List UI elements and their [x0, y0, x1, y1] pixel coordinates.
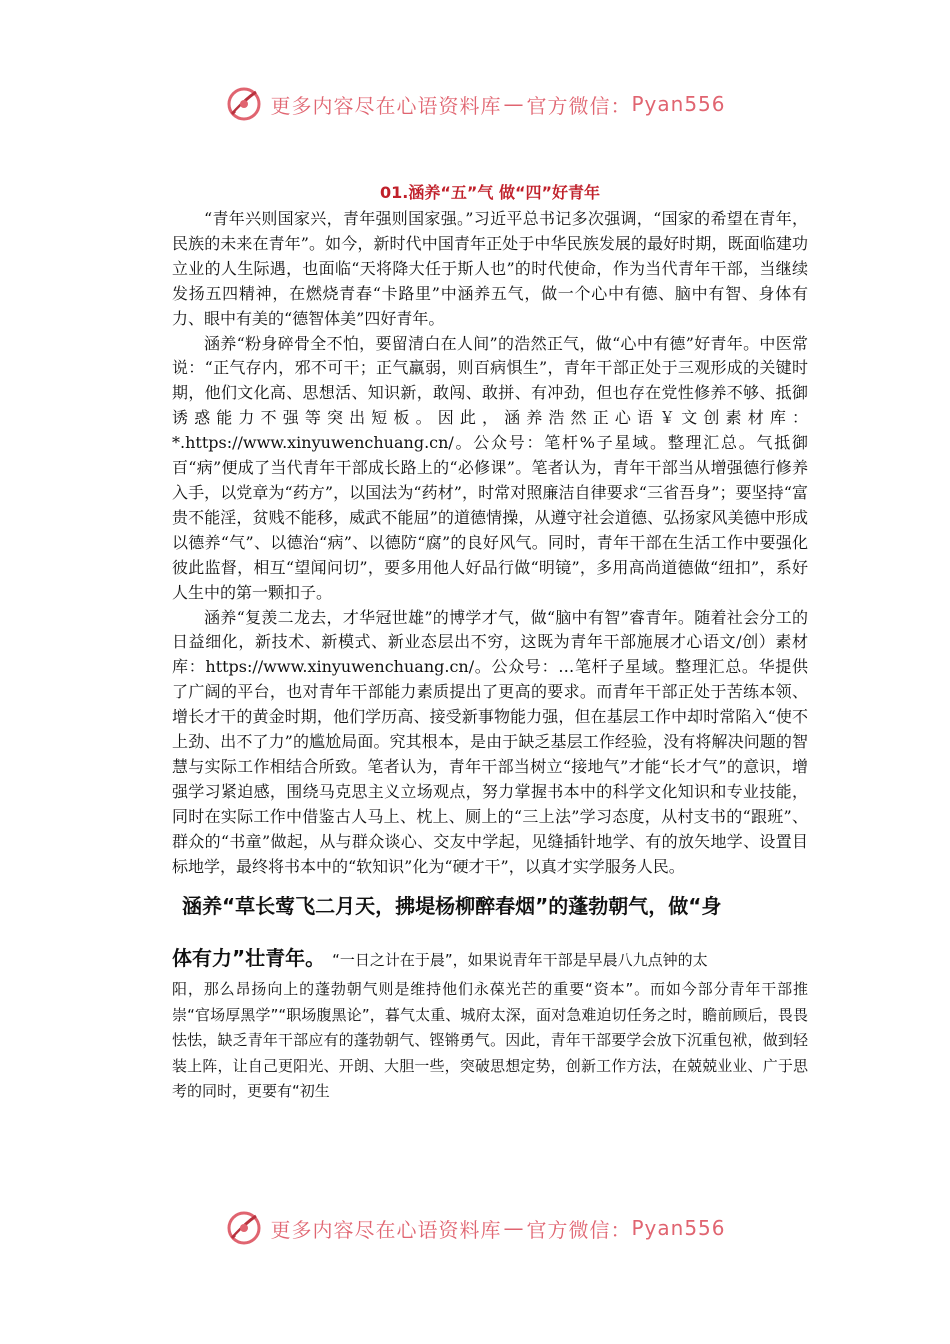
heading-line-1: 涵养“草长莺飞二月天，拂堤杨柳醉春烟”的蓬勃朝气，做“身: [182, 894, 722, 919]
banner-dash: —: [503, 92, 525, 116]
banner-official-label: 官方微信：: [526, 1217, 632, 1242]
pen-seal-icon: [224, 84, 264, 124]
pen-seal-icon: [224, 1208, 264, 1248]
banner-wechat-id: Pyan556: [631, 92, 726, 116]
footer-banner: [0, 1208, 950, 1248]
banner-official-label: 官方微信：: [526, 93, 632, 118]
heading-line-2-text: “一日之计在于晨”，如果说青年干部是早晨八九点钟的太: [332, 951, 708, 970]
banner-dash: —: [503, 1216, 525, 1240]
section-heading-vitality: [172, 891, 808, 975]
paragraph-virtue: 涵养“粉身碎骨全不怕，要留清白在人间”的浩然正气，做“心中有德”好青年。中医常说：“正气存内，邪不可干；正气羸弱，则百病惧生”，青年干部正处于三观形成的关键时期，他们文化高、思想活、知识新，敢闯、敢拼、有冲劲，但也存在党性修养不够、抵御诱惑能力不强等突出短板。因此，涵养浩然正心语￥文创素材库：*.https://www.xinyuwenchuang.cn/。公众号：笔杆%子星域。整理汇总。气抵御百“病”便成了当代青年干部成长路上的“必修课”。笔者认为，青年干部当从增强德行修养入手，以党章为“药方”，以国法为“药材”，时常对照廉洁自律要求“三省吾身”；要坚持“富贵不能淫，贫贱不能移，威武不能屈”的道德情操，从遵守社会道德、弘扬家风美德中形成以德养“气”、以德治“病”、以德防“腐”的良好风气。同时，青年干部在生活工作中要强化彼此监督，相互“望闻问切”，要多用他人好品行做“明镜”，多用高尚道德做“纽扣”，系好人生中的第一颗扣子。: [172, 333, 808, 602]
paragraph-wisdom: 涵养“复羡二龙去，才华冠世雄”的博学才气，做“脑中有智”睿青年。随着社会分工的日益细化，新技术、新模式、新业态层出不穷，这既为青年干部施展才心语文/创）素材库：https://www.xinyuwenchuang.cn/。公众号：…笔杆子星域。整理汇总。华提供了广阔的平台，也对青年干部能力素质提出了更高的要求。而青年干部正处于苦练本领、增长才干的黄金时期，他们学历高、接受新事物能力强，但在基层工作中却时常陷入“使不上劲、出不了力”的尴尬局面。究其根本，是由于缺乏基层工作经验，没有将解决问题的智慧与实际工作相结合所致。笔者认为，青年干部当树立“接地气”才能“长才气”的意识，增强学习紧迫感，围绕马克思主义立场观点，努力掌握书本中的科学文化知识和专业技能，同时在实际工作中借鉴古人马上、枕上、厕上的“三上法”学习态度，从村支书的“跟班”、群众的“书童”做起，从与群众谈心、交友中学起，见缝插针地学、有的放矢地学、设置目标地学，最终将书本中的“软知识”化为“硬才干”，以真才实学服务人民。: [172, 607, 808, 876]
banner-main-text: 更多内容尽在心语资料库: [270, 1217, 502, 1242]
heading-line-2-bold: 体有力”壮青年。: [172, 946, 326, 971]
banner-main-text: 更多内容尽在心语资料库: [270, 93, 502, 118]
header-banner: [0, 84, 950, 124]
article-body: [172, 180, 808, 1105]
banner-wechat-id: Pyan556: [631, 1216, 726, 1240]
article-title: 01.涵养“五”气 做“四”好青年: [380, 183, 600, 202]
heading-line-2: [172, 943, 808, 975]
paragraph-intro: “青年兴则国家兴，青年强则国家强。”习近平总书记多次强调，“国家的希望在青年，民族的未来在青年”。如今，新时代中国青年正处于中华民族发展的最好时期，既面临建功立业的人生际遇，也面临“天将降大任于斯人也”的时代使命，作为当代青年干部，当继续发扬五四精神，在燃烧青春“卡路里”中涵养五气，做一个心中有德、脑中有智、身体有力、眼中有美的“德智体美”四好青年。: [172, 209, 808, 328]
paragraph-vitality: 阳，那么昂扬向上的蓬勃朝气则是维持他们永葆光芒的重要“资本”。而如今部分青年干部推崇“官场厚黑学”“职场腹黑论”，暮气太重、城府太深，面对急难迫切任务之时，瞻前顾后，畏畏怯怯，缺乏青年干部应有的蓬勃朝气、铿锵勇气。因此，青年干部要学会放下沉重包袱，做到轻装上阵，让自己更阳光、开朗、大胆一些，突破思想定势，创新工作方法，在兢兢业业、广于思考的同时，更要有“初生: [172, 980, 808, 1101]
